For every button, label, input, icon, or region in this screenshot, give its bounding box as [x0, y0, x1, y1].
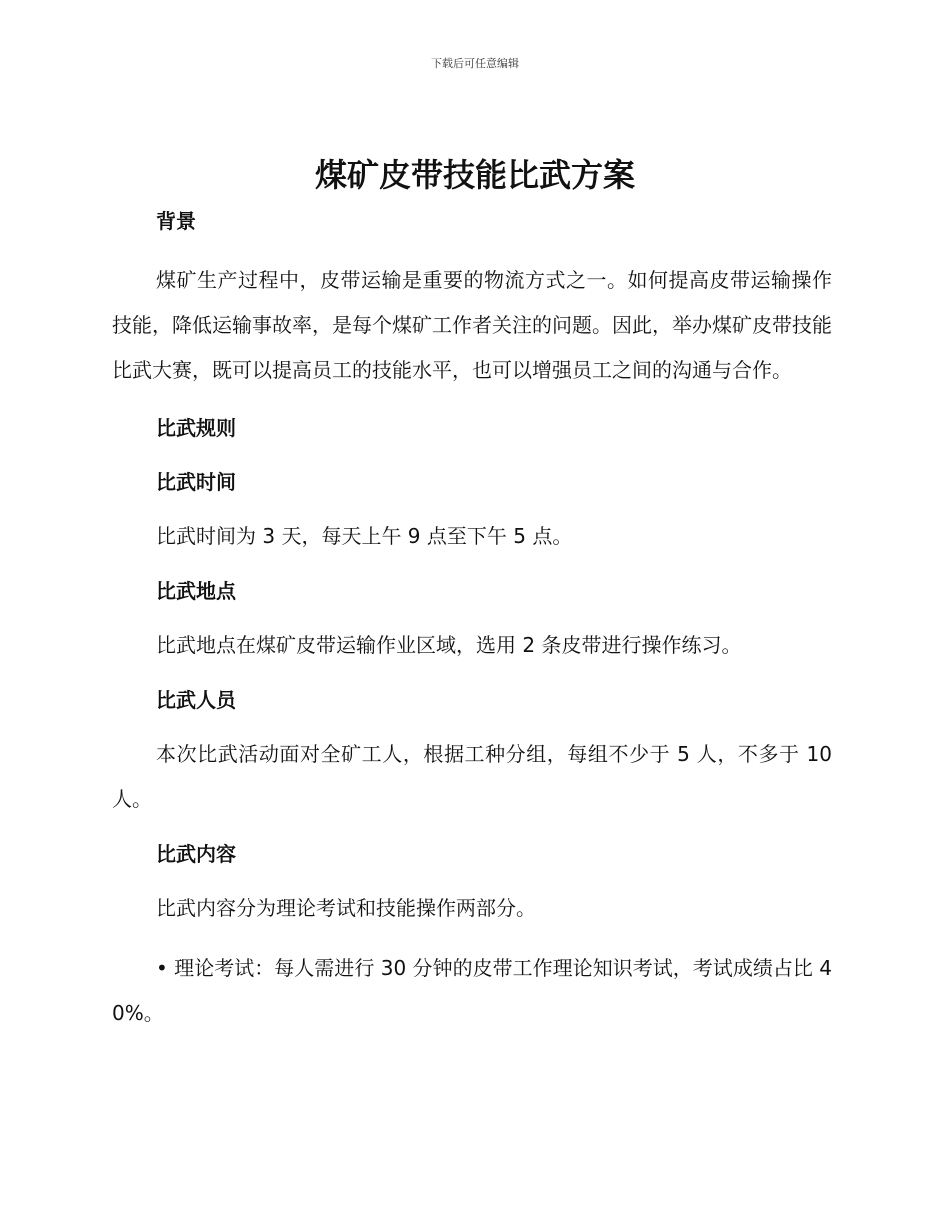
page-header-note: 下载后可任意编辑 [431, 57, 519, 70]
document-body [112, 204, 832, 1036]
heading-content: 比武内容 [156, 842, 236, 866]
heading-people: 比武人员 [156, 688, 236, 712]
heading-background: 背景 [156, 209, 196, 233]
heading-time: 比武时间 [156, 470, 236, 494]
bullet-theory-exam: • 理论考试：每人需进行 30 分钟的皮带工作理论知识考试，考试成绩占比 40%。 [112, 956, 832, 1025]
paragraph-time: 比武时间为 3 天，每天上午 9 点至下午 5 点。 [156, 524, 573, 548]
paragraph-people: 本次比武活动面对全矿工人，根据工种分组，每组不少于 5 人，不多于 10 人。 [112, 742, 832, 811]
paragraph-background: 煤矿生产过程中，皮带运输是重要的物流方式之一。如何提高皮带运输操作技能，降低运输事故率，是每个煤矿工作者关注的问题。因此，举办煤矿皮带技能比武大赛，既可以提高员工的技能水平，也可以增强员工之间的沟通与合作。 [112, 268, 832, 382]
paragraph-content: 比武内容分为理论考试和技能操作两部分。 [156, 896, 536, 920]
heading-place: 比武地点 [156, 579, 236, 603]
document-title: 煤矿皮带技能比武方案 [314, 156, 635, 194]
heading-rules: 比武规则 [156, 416, 236, 440]
paragraph-place: 比武地点在煤矿皮带运输作业区域，选用 2 条皮带进行操作练习。 [156, 633, 742, 657]
